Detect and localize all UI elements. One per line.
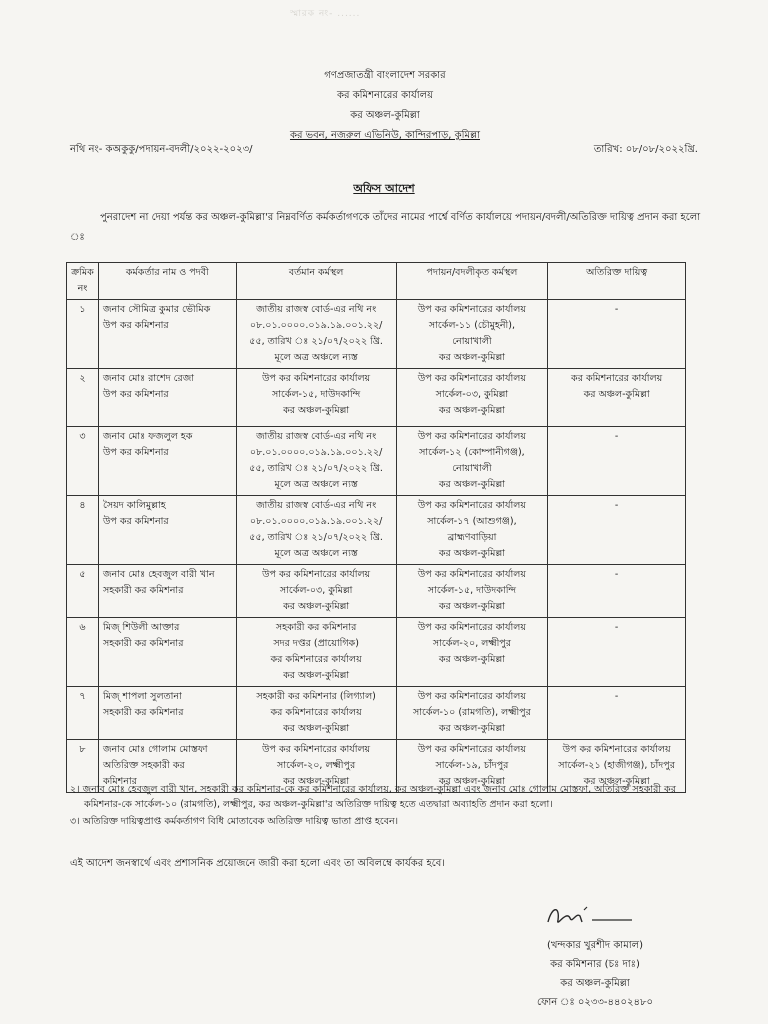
cell-name-line: মিজ্ শাপলা সুলতানা	[102, 691, 182, 702]
cell-new-workplace-line: সার্কেল-১১ (চৌমুহনী),	[428, 320, 515, 331]
cell-name-line: সহকারী কর কমিশনার	[102, 707, 184, 718]
cell-additional-charge	[548, 496, 686, 565]
cell-current-workplace	[236, 369, 396, 427]
notes	[70, 782, 710, 831]
cell-new-workplace-line: উপ কর কমিশনারের কার্যালয়	[417, 373, 526, 384]
cell-current-workplace-line: কর অঞ্চল-কুমিল্লা	[283, 776, 350, 787]
cell-new-workplace-line: নোয়াখালী	[452, 336, 492, 347]
cell-name	[98, 565, 236, 618]
cell-additional-charge-line: সার্কেল-২১ (হাজীগঞ্জ), চাঁদপুর	[558, 760, 675, 771]
cell-current-workplace-line: উপ কর কমিশনারের কার্যালয়	[262, 373, 371, 384]
cell-serial: ৪	[67, 496, 99, 565]
cell-new-workplace-line: কর অঞ্চল-কুমিল্লা	[438, 352, 505, 363]
cell-name-line: সহকারী কর কমিশনার	[102, 585, 184, 596]
cell-name-line: উপ কর কমিশনার	[102, 516, 169, 527]
cell-new-workplace	[396, 427, 548, 496]
closing-statement: এই আদেশ জনস্বার্থে এবং প্রশাসনিক প্রয়োজনে জারী করা হলো এবং তা অবিলম্বে কার্যকর হবে।	[70, 858, 445, 869]
cell-new-workplace-line: কর অঞ্চল-কুমিল্লা	[438, 776, 505, 787]
cell-current-workplace-line: ০৮.০১.০০০০.০১৯.১৯.০০১.২২/	[249, 516, 383, 527]
table-row	[67, 565, 686, 618]
header-additional-charge: অতিরিক্ত দায়িত্ব	[548, 263, 686, 300]
faint-header-text: স্মারক নং- ......	[290, 9, 361, 18]
cell-new-workplace-line: উপ কর কমিশনারের কার্যালয়	[417, 691, 526, 702]
cell-current-workplace-line: সদর দপ্তর (প্রায়োগিক)	[273, 638, 359, 649]
signatory-designation: কর কমিশনার (চঃ দাঃ)	[550, 959, 640, 970]
letterhead-line-1: গণপ্রজাতন্ত্রী বাংলাদেশ সরকার	[324, 70, 446, 81]
cell-serial: ২	[67, 369, 99, 427]
cell-new-workplace-line: উপ কর কমিশনারের কার্যালয়	[417, 431, 526, 442]
cell-new-workplace-line: সার্কেল-০৩, কুমিল্লা	[435, 389, 509, 400]
header-current-workplace: বর্তমান কর্মস্থল	[236, 263, 396, 300]
table-row	[67, 496, 686, 565]
cell-name-line: সৈয়দ কালিমুল্লাহ	[102, 500, 166, 511]
cell-current-workplace	[236, 565, 396, 618]
cell-current-workplace-line: ৫৫, তারিখ ঃ ২১/০৭/২০২২ খ্রি.	[249, 532, 383, 543]
cell-current-workplace-line: কর কমিশনারের কার্যালয়	[270, 654, 362, 665]
cell-name-line: উপ কর কমিশনার	[102, 447, 169, 458]
cell-current-workplace-line: ৫৫, তারিখ ঃ ২১/০৭/২০২২ খ্রি.	[249, 463, 383, 474]
cell-additional-charge-line: -	[614, 304, 619, 315]
cell-additional-charge-line: -	[614, 622, 619, 633]
cell-current-workplace-line: জাতীয় রাজস্ব বোর্ড-এর নথি নং	[256, 304, 377, 315]
cell-name-line: জনাব মোঃ হেবজুল বারী খান	[102, 569, 215, 580]
cell-current-workplace-line: জাতীয় রাজস্ব বোর্ড-এর নথি নং	[256, 431, 377, 442]
cell-current-workplace-line: কর অঞ্চল-কুমিল্লা	[283, 405, 350, 416]
cell-new-workplace-line: উপ কর কমিশনারের কার্যালয়	[417, 569, 526, 580]
cell-new-workplace-line: কর অঞ্চল-কুমিল্লা	[438, 405, 505, 416]
header-name: কর্মকর্তার নাম ও পদবী	[98, 263, 236, 300]
cell-new-workplace	[396, 565, 548, 618]
cell-additional-charge-line: -	[614, 569, 619, 580]
cell-current-workplace-line: মূলে অত্র অঞ্চলে ন্যস্ত	[274, 479, 358, 490]
cell-current-workplace-line: সহকারী কর কমিশনার	[275, 622, 357, 633]
cell-new-workplace	[396, 496, 548, 565]
cell-name	[98, 300, 236, 369]
cell-serial: ৫	[67, 565, 99, 618]
table-row	[67, 618, 686, 687]
signatory-phone: ফোন ঃ ০২৩৩-৪৪০২৪৮০	[537, 997, 653, 1008]
cell-new-workplace-line: ব্রাহ্মণবাড়িয়া	[447, 532, 497, 543]
signatory-name: (খন্দকার খুরশীদ কামাল)	[546, 940, 644, 951]
cell-additional-charge	[548, 300, 686, 369]
cell-new-workplace-line: সার্কেল-১৭ (আশুগঞ্জ),	[427, 516, 517, 527]
cell-new-workplace-line: উপ কর কমিশনারের কার্যালয়	[417, 304, 526, 315]
cell-current-workplace	[236, 496, 396, 565]
cell-additional-charge-line: কর অঞ্চল-কুমিল্লা	[583, 389, 650, 400]
cell-name-line: অতিরিক্ত সহকারী কর	[102, 760, 185, 771]
cell-name	[98, 427, 236, 496]
cell-new-workplace	[396, 618, 548, 687]
cell-new-workplace-line: উপ কর কমিশনারের কার্যালয়	[417, 622, 526, 633]
cell-new-workplace-line: সার্কেল-১০ (রামগতি), লক্ষ্মীপুর	[412, 707, 531, 718]
cell-current-workplace	[236, 427, 396, 496]
header-serial: ক্রমিক নং	[67, 263, 99, 300]
cell-additional-charge	[548, 565, 686, 618]
cell-current-workplace-line: সহকারী কর কমিশনার (লিগ্যাল)	[256, 691, 376, 702]
table-header-row	[67, 263, 686, 300]
cell-serial: ৮	[67, 740, 99, 793]
cell-new-workplace-line: সার্কেল-১৯, চাঁদপুর	[435, 760, 509, 771]
cell-additional-charge-line: -	[614, 500, 619, 511]
note-2: ২। জনাব মোঃ হেবজুল বারী খান, সহকারী কর কমিশনার-কে কর কমিশনারের কার্যালয়, কর অঞ্চল-কুমিল্লা এবং জনাব মোঃ গোলাম মোস্তফা, অতিরিক্ত সহকারী কর কমিশনার-কে সার্কেল-১০ (রামগতি), লক্ষ্মীপুর, কর অঞ্চল-কুমিল্লা'র অতিরিক্ত দায়িত্ব হতে এতদ্বারা অব্যাহতি প্রদান করা হলো।	[70, 784, 676, 810]
cell-current-workplace-line: সার্কেল-১৫, দাউদকান্দি	[271, 389, 361, 400]
cell-additional-charge	[548, 687, 686, 740]
cell-additional-charge-line: কর অঞ্চল-কুমিল্লা	[583, 776, 650, 787]
cell-additional-charge-line: -	[614, 431, 619, 442]
cell-current-workplace-line: জাতীয় রাজস্ব বোর্ড-এর নথি নং	[256, 500, 377, 511]
table-row	[67, 300, 686, 369]
cell-new-workplace-line: নোয়াখালী	[452, 463, 492, 474]
cell-name	[98, 496, 236, 565]
reference-number: নথি নং- কঅকুকু/পদায়ন-বদলী/২০২২-২০২৩/	[70, 144, 253, 155]
cell-new-workplace-line: কর অঞ্চল-কুমিল্লা	[438, 723, 505, 734]
cell-serial: ৬	[67, 618, 99, 687]
cell-serial: ১	[67, 300, 99, 369]
header-new-workplace: পদায়ন/বদলীকৃত কর্মস্থল	[396, 263, 548, 300]
cell-name	[98, 369, 236, 427]
letterhead-address: কর ভবন, নজরুল এভিনিউ, কান্দিরপাড়, কুমিল্লা	[289, 130, 481, 141]
cell-name-line: উপ কর কমিশনার	[102, 389, 169, 400]
cell-name-line: সহকারী কর কমিশনার	[102, 638, 184, 649]
cell-name-line: মিজ্ শিউলী আক্তার	[102, 622, 180, 633]
cell-new-workplace-line: সার্কেল-১৫, দাউদকান্দি	[427, 585, 517, 596]
cell-name-line: কমিশনার	[102, 776, 137, 787]
cell-serial: ৩	[67, 427, 99, 496]
cell-current-workplace	[236, 300, 396, 369]
posting-table	[66, 262, 686, 793]
letterhead-line-2: কর কমিশনারের কার্যালয়	[337, 90, 433, 101]
table-row	[67, 687, 686, 740]
cell-additional-charge	[548, 369, 686, 427]
cell-current-workplace-line: কর অঞ্চল-কুমিল্লা	[283, 723, 350, 734]
cell-name	[98, 687, 236, 740]
cell-new-workplace	[396, 300, 548, 369]
cell-current-workplace-line: ০৮.০১.০০০০.০১৯.১৯.০০১.২২/	[249, 447, 383, 458]
cell-additional-charge-line: -	[614, 691, 619, 702]
cell-additional-charge	[548, 618, 686, 687]
cell-new-workplace-line: কর অঞ্চল-কুমিল্লা	[438, 654, 505, 665]
office-order-title: অফিস আদেশ	[353, 182, 415, 195]
cell-serial: ৭	[67, 687, 99, 740]
table-body	[67, 300, 686, 793]
cell-name-line: জনাব সৌমিত্র কুমার ভৌমিক	[102, 304, 211, 315]
cell-current-workplace-line: উপ কর কমিশনারের কার্যালয়	[262, 569, 371, 580]
cell-name-line: জনাব মোঃ গোলাম মোস্তফা	[102, 744, 208, 755]
letterhead-line-3: কর অঞ্চল-কুমিল্লা	[350, 110, 420, 121]
cell-current-workplace-line: কর অঞ্চল-কুমিল্লা	[283, 670, 350, 681]
signature-block	[510, 936, 680, 1012]
cell-current-workplace	[236, 687, 396, 740]
document-date: তারিখ: ০৮/০৮/২০২২খ্রি.	[593, 144, 698, 155]
note-3: ৩। অতিরিক্ত দায়িত্বপ্রাপ্ত কর্মকর্তাগণ বিধি মোতাবেক অতিরিক্ত দায়িত্ব ভাতা প্রাপ্ত হবেন।	[70, 816, 399, 827]
cell-current-workplace-line: কর কমিশনারের কার্যালয়	[270, 707, 362, 718]
signature-image	[540, 900, 660, 932]
cell-current-workplace-line: কর অঞ্চল-কুমিল্লা	[283, 601, 350, 612]
cell-new-workplace-line: কর অঞ্চল-কুমিল্লা	[438, 479, 505, 490]
letterhead	[200, 66, 570, 146]
cell-name-line: জনাব মোঃ ফজলুল হক	[102, 431, 193, 442]
cell-current-workplace-line: মূলে অত্র অঞ্চলে ন্যস্ত	[274, 548, 358, 559]
cell-current-workplace-line: সার্কেল-২০, লক্ষ্মীপুর	[277, 760, 356, 771]
table-row	[67, 369, 686, 427]
cell-additional-charge-line: কর কমিশনারের কার্যালয়	[571, 373, 663, 384]
cell-current-workplace-line: সার্কেল-০৩, কুমিল্লা	[279, 585, 353, 596]
cell-current-workplace	[236, 618, 396, 687]
cell-new-workplace	[396, 687, 548, 740]
cell-name-line: জনাব মোঃ রাশেদ রেজা	[102, 373, 194, 384]
cell-new-workplace-line: উপ কর কমিশনারের কার্যালয়	[417, 744, 526, 755]
cell-name-line: উপ কর কমিশনার	[102, 320, 169, 331]
cell-current-workplace-line: মূলে অত্র অঞ্চলে ন্যস্ত	[274, 352, 358, 363]
cell-additional-charge	[548, 427, 686, 496]
cell-new-workplace-line: কর অঞ্চল-কুমিল্লা	[438, 601, 505, 612]
signatory-office: কর অঞ্চল-কুমিল্লা	[560, 978, 630, 989]
cell-current-workplace-line: উপ কর কমিশনারের কার্যালয়	[262, 744, 371, 755]
cell-new-workplace-line: কর অঞ্চল-কুমিল্লা	[438, 548, 505, 559]
cell-new-workplace-line: সার্কেল-২০, লক্ষ্মীপুর	[432, 638, 511, 649]
cell-name	[98, 618, 236, 687]
cell-new-workplace-line: উপ কর কমিশনারের কার্যালয়	[417, 500, 526, 511]
cell-current-workplace-line: ০৮.০১.০০০০.০১৯.১৯.০০১.২২/	[249, 320, 383, 331]
cell-additional-charge-line: উপ কর কমিশনারের কার্যালয়	[562, 744, 671, 755]
intro-paragraph: পুনরাদেশ না দেয়া পর্যন্ত কর অঞ্চল-কুমিল্লা'র নিম্নবর্ণিত কর্মকর্তাগণকে তাঁদের নামের পার্শ্বে বর্ণিত কার্যালয়ে পদায়ন/বদলী/অতিরিক্ত দায়িত্ব প্রদান করা হলো ঃ	[70, 212, 701, 243]
cell-new-workplace	[396, 369, 548, 427]
cell-new-workplace-line: সার্কেল-১২ (কোম্পানীগঞ্জ),	[419, 447, 525, 458]
cell-current-workplace-line: ৫৫, তারিখ ঃ ২১/০৭/২০২২ খ্রি.	[249, 336, 383, 347]
table-row	[67, 427, 686, 496]
